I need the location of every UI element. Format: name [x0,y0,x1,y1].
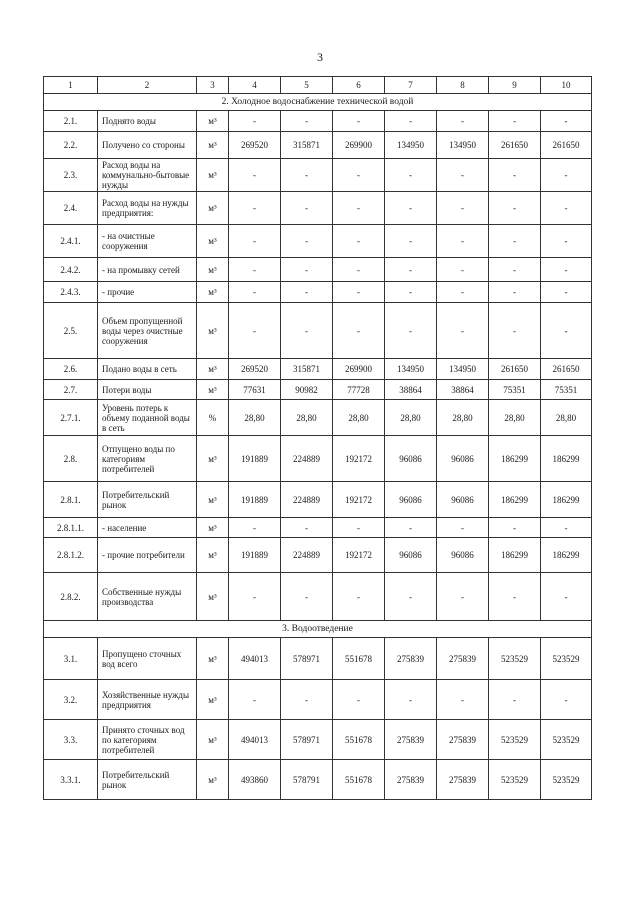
value-cell: - [437,111,489,132]
value-cell: - [541,573,592,621]
value-cell: - [385,282,437,303]
row-description-cell: Расход воды на коммунально-бытовые нужды [98,159,197,192]
table-row [44,638,592,680]
row-number-cell: 2.4.2. [44,258,98,282]
row-description-cell: - прочие [98,282,197,303]
column-number-cell: 2 [98,77,197,94]
row-number-cell: 3.1. [44,638,98,680]
row-number-cell: 2.8.1.2. [44,538,98,573]
unit-cell: м³ [197,518,229,538]
table-row [44,192,592,225]
unit-cell: м³ [197,111,229,132]
row-description-cell: Потребительский рынок [98,760,197,800]
value-cell: - [489,680,541,720]
unit-cell: м³ [197,258,229,282]
value-cell: - [281,258,333,282]
column-number-cell: 1 [44,77,98,94]
table-row [44,225,592,258]
value-cell: 28,80 [281,400,333,436]
row-number-cell: 2.8.1.1. [44,518,98,538]
value-cell: 523529 [541,638,592,680]
section-title: 3. Водоотведение [44,621,592,638]
unit-cell: м³ [197,380,229,400]
value-cell: - [385,518,437,538]
value-cell: 96086 [385,482,437,518]
value-cell: - [281,192,333,225]
row-description-cell: - на промывку сетей [98,258,197,282]
value-cell: - [437,303,489,359]
value-cell: 134950 [385,132,437,159]
unit-cell: м³ [197,436,229,482]
unit-cell: м³ [197,680,229,720]
value-cell: 134950 [385,359,437,380]
table-row [44,538,592,573]
value-cell: - [333,225,385,258]
section-header-row [44,94,592,111]
value-cell: 38864 [437,380,489,400]
value-cell: - [541,159,592,192]
value-cell: 494013 [229,638,281,680]
page-number: 3 [317,50,323,64]
value-cell: 261650 [541,132,592,159]
row-number-cell: 2.7. [44,380,98,400]
value-cell: - [437,159,489,192]
value-cell: - [229,282,281,303]
value-cell: 186299 [541,538,592,573]
row-number-cell: 3.2. [44,680,98,720]
value-cell: - [333,258,385,282]
value-cell: 75351 [489,380,541,400]
value-cell: - [333,111,385,132]
table-row [44,132,592,159]
table-row [44,258,592,282]
value-cell: 191889 [229,482,281,518]
value-cell: - [489,192,541,225]
value-cell: 192172 [333,538,385,573]
value-cell: 578791 [281,760,333,800]
value-cell: - [333,159,385,192]
value-cell: - [437,573,489,621]
table-row [44,436,592,482]
value-cell: 28,80 [541,400,592,436]
value-cell: - [541,518,592,538]
value-cell: 261650 [489,132,541,159]
row-description-cell: Хозяйственные нужды предприятия [98,680,197,720]
value-cell: - [385,111,437,132]
row-description-cell: Подано воды в сеть [98,359,197,380]
value-cell: 275839 [385,720,437,760]
value-cell: 315871 [281,359,333,380]
value-cell: 96086 [437,482,489,518]
value-cell: 96086 [385,538,437,573]
row-number-cell: 2.5. [44,303,98,359]
row-number-cell: 2.7.1. [44,400,98,436]
value-cell: - [229,258,281,282]
value-cell: 186299 [489,538,541,573]
value-cell: 578971 [281,638,333,680]
row-number-cell: 3.3.1. [44,760,98,800]
value-cell: - [281,303,333,359]
value-cell: 275839 [437,720,489,760]
value-cell: 28,80 [385,400,437,436]
value-cell: - [281,518,333,538]
column-number-cell: 6 [333,77,385,94]
row-description-cell: Расход воды на нужды предприятия: [98,192,197,225]
value-cell: 75351 [541,380,592,400]
value-cell: 493860 [229,760,281,800]
unit-cell: м³ [197,282,229,303]
value-cell: - [281,159,333,192]
value-cell: 28,80 [437,400,489,436]
value-cell: - [229,518,281,538]
unit-cell: м³ [197,225,229,258]
value-cell: - [489,111,541,132]
row-description-cell: Объем пропущенной воды через очистные сооружения [98,303,197,359]
row-description-cell: Принято сточных вод по категориям потребителей [98,720,197,760]
table-row [44,760,592,800]
value-cell: - [281,225,333,258]
column-number-cell: 4 [229,77,281,94]
table-row [44,303,592,359]
value-cell: - [437,518,489,538]
value-cell: 551678 [333,720,385,760]
value-cell: - [489,518,541,538]
value-cell: - [229,192,281,225]
value-cell: - [437,225,489,258]
column-number-cell: 9 [489,77,541,94]
row-description-cell: - население [98,518,197,538]
value-cell: 77631 [229,380,281,400]
value-cell: 269900 [333,359,385,380]
value-cell: 523529 [541,720,592,760]
value-cell: - [229,111,281,132]
row-number-cell: 3.3. [44,720,98,760]
value-cell: 551678 [333,638,385,680]
value-cell: - [281,111,333,132]
row-description-cell: Пропущено сточных вод всего [98,638,197,680]
value-cell: 134950 [437,132,489,159]
value-cell: - [385,573,437,621]
row-number-cell: 2.8.2. [44,573,98,621]
row-number-cell: 2.8.1. [44,482,98,518]
value-cell: 261650 [541,359,592,380]
value-cell: - [385,159,437,192]
column-number-cell: 3 [197,77,229,94]
value-cell: 186299 [541,436,592,482]
unit-cell: м³ [197,760,229,800]
table-row [44,359,592,380]
value-cell: - [333,573,385,621]
value-cell: - [541,225,592,258]
value-cell: - [281,282,333,303]
value-cell: 28,80 [229,400,281,436]
value-cell: - [541,303,592,359]
row-description-cell: - прочие потребители [98,538,197,573]
value-cell: - [333,518,385,538]
table-row [44,482,592,518]
value-cell: 551678 [333,760,385,800]
value-cell: 90982 [281,380,333,400]
value-cell: - [333,303,385,359]
value-cell: 186299 [489,482,541,518]
table-row [44,380,592,400]
row-description-cell: Поднято воды [98,111,197,132]
section-title: 2. Холодное водоснабжение технической водой [44,94,592,111]
value-cell: - [385,192,437,225]
row-number-cell: 2.4.1. [44,225,98,258]
value-cell: - [281,573,333,621]
row-description-cell: - на очистные сооружения [98,225,197,258]
unit-cell: м³ [197,482,229,518]
value-cell: 28,80 [333,400,385,436]
row-description-cell: Отпущено воды по категориям потребителей [98,436,197,482]
value-cell: 96086 [437,436,489,482]
value-cell: 275839 [385,638,437,680]
value-cell: 275839 [385,760,437,800]
value-cell: - [229,303,281,359]
value-cell: 275839 [437,760,489,800]
row-number-cell: 2.6. [44,359,98,380]
row-description-cell: Получено со стороны [98,132,197,159]
column-number-cell: 5 [281,77,333,94]
unit-cell: м³ [197,573,229,621]
row-number-cell: 2.1. [44,111,98,132]
value-cell: 275839 [437,638,489,680]
value-cell: - [385,225,437,258]
row-number-cell: 2.4.3. [44,282,98,303]
section-header-row [44,621,592,638]
value-cell: - [437,192,489,225]
value-cell: - [437,680,489,720]
value-cell: 261650 [489,359,541,380]
value-cell: 494013 [229,720,281,760]
row-description-cell: Уровень потерь к объему поданной воды в сеть [98,400,197,436]
value-cell: - [541,192,592,225]
row-number-cell: 2.3. [44,159,98,192]
value-cell: - [489,225,541,258]
value-cell: 186299 [489,436,541,482]
unit-cell: м³ [197,359,229,380]
value-cell: 134950 [437,359,489,380]
value-cell: 192172 [333,482,385,518]
value-cell: 523529 [489,638,541,680]
unit-cell: м³ [197,132,229,159]
value-cell: 191889 [229,538,281,573]
column-number-cell: 8 [437,77,489,94]
unit-cell: м³ [197,538,229,573]
value-cell: 191889 [229,436,281,482]
row-number-cell: 2.2. [44,132,98,159]
row-number-cell: 2.4. [44,192,98,225]
value-cell: 96086 [385,436,437,482]
value-cell: 523529 [489,760,541,800]
unit-cell: м³ [197,303,229,359]
value-cell: 578971 [281,720,333,760]
water-balance-table [43,76,592,800]
row-description-cell: Потребительский рынок [98,482,197,518]
table-row [44,282,592,303]
value-cell: 192172 [333,436,385,482]
column-number-cell: 10 [541,77,592,94]
column-number-row [44,77,592,94]
value-cell: - [385,258,437,282]
value-cell: - [333,680,385,720]
value-cell: - [437,258,489,282]
value-cell: 224889 [281,436,333,482]
table-row [44,159,592,192]
table-row [44,573,592,621]
value-cell: 77728 [333,380,385,400]
value-cell: - [541,111,592,132]
value-cell: - [489,573,541,621]
value-cell: - [437,282,489,303]
value-cell: - [489,282,541,303]
value-cell: - [229,159,281,192]
value-cell: - [229,225,281,258]
value-cell: 186299 [541,482,592,518]
value-cell: 315871 [281,132,333,159]
value-cell: 38864 [385,380,437,400]
unit-cell: м³ [197,192,229,225]
table-row [44,680,592,720]
value-cell: - [229,573,281,621]
value-cell: 224889 [281,538,333,573]
table-row [44,720,592,760]
table-row [44,400,592,436]
value-cell: 269520 [229,132,281,159]
value-cell: 28,80 [489,400,541,436]
value-cell: 523529 [541,760,592,800]
row-description-cell: Собственные нужды производства [98,573,197,621]
value-cell: 96086 [437,538,489,573]
table-row [44,111,592,132]
value-cell: 269900 [333,132,385,159]
value-cell: - [541,258,592,282]
value-cell: - [541,282,592,303]
value-cell: - [385,680,437,720]
value-cell: - [489,258,541,282]
row-number-cell: 2.8. [44,436,98,482]
value-cell: 523529 [489,720,541,760]
value-cell: - [229,680,281,720]
table-row [44,518,592,538]
value-cell: - [541,680,592,720]
unit-cell: м³ [197,720,229,760]
value-cell: - [281,680,333,720]
value-cell: - [489,159,541,192]
unit-cell: % [197,400,229,436]
unit-cell: м³ [197,638,229,680]
column-number-cell: 7 [385,77,437,94]
value-cell: - [333,192,385,225]
value-cell: - [333,282,385,303]
row-description-cell: Потери воды [98,380,197,400]
value-cell: - [385,303,437,359]
value-cell: 224889 [281,482,333,518]
unit-cell: м³ [197,159,229,192]
value-cell: - [489,303,541,359]
value-cell: 269520 [229,359,281,380]
